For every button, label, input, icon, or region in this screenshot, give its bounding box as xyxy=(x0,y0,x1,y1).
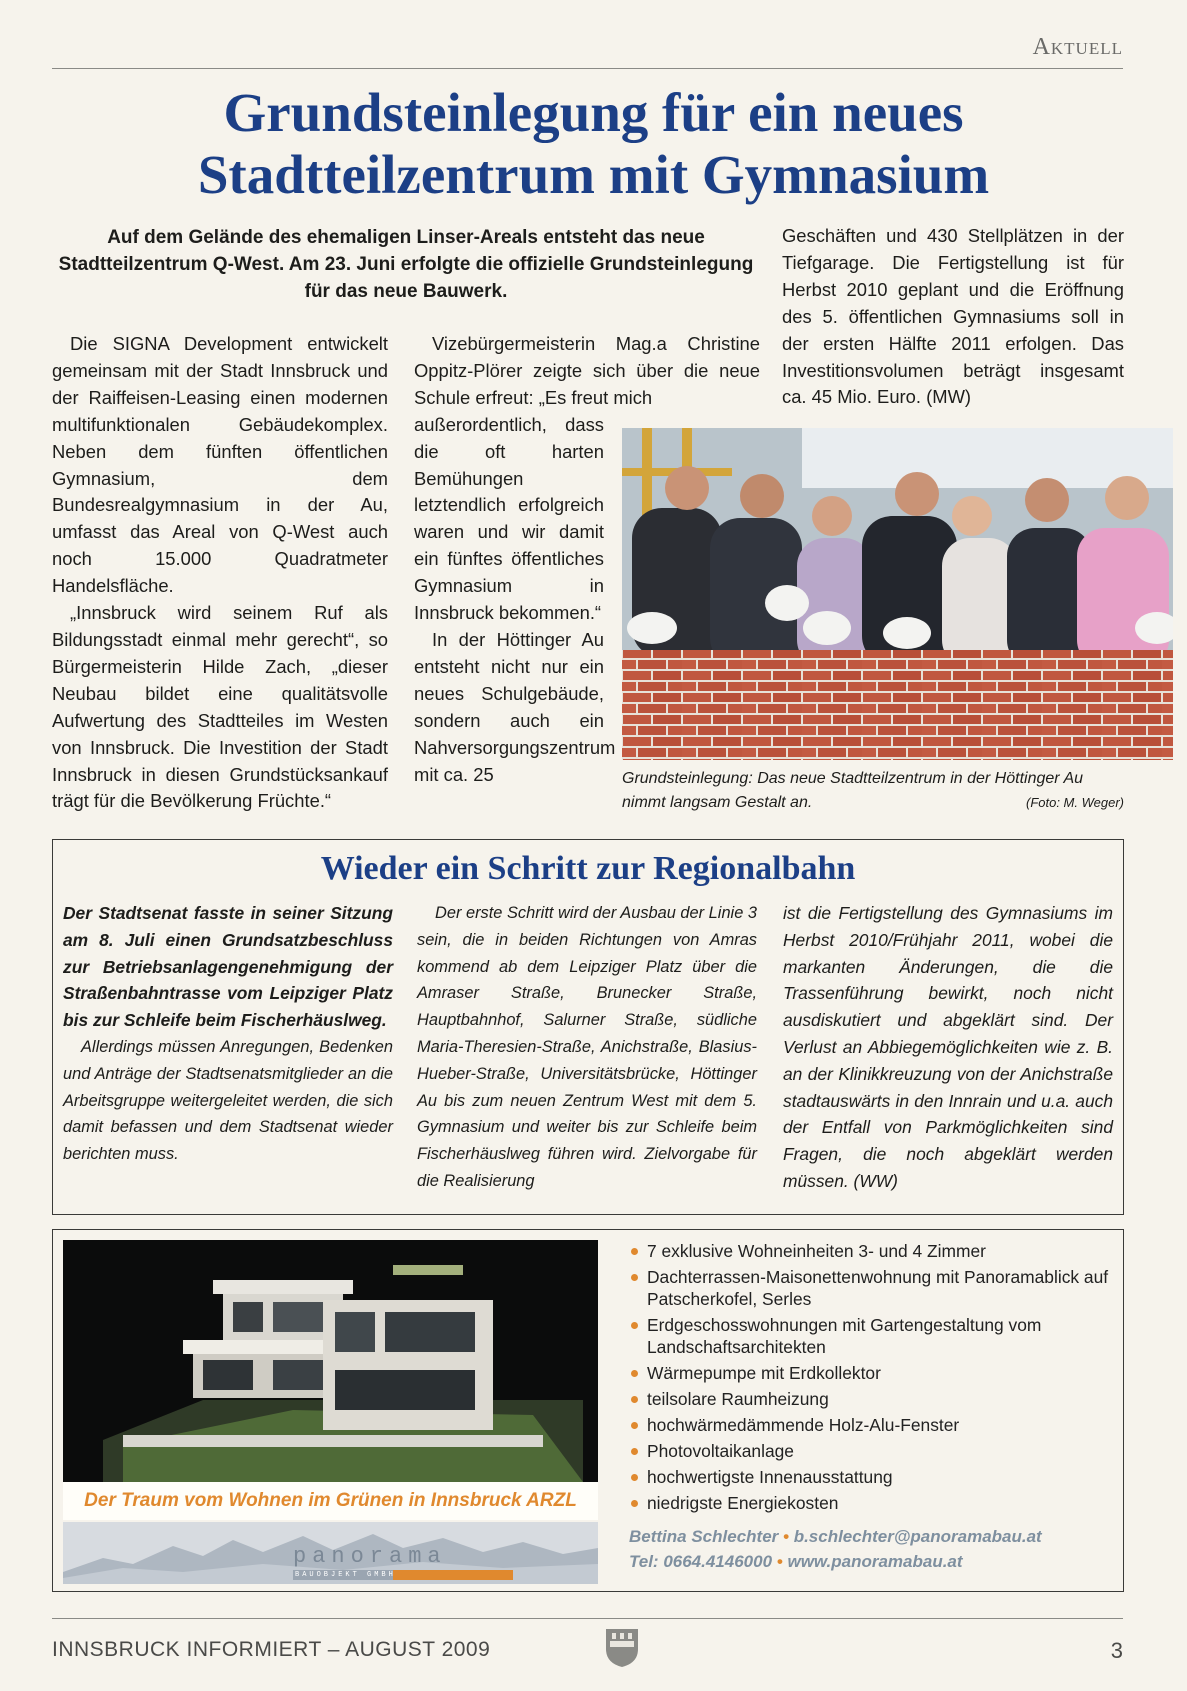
list-item xyxy=(629,1414,1109,1436)
headline-line-2: Stadtteilzentrum mit Gymnasium xyxy=(197,144,990,205)
section-label: Aktuell xyxy=(1032,34,1123,60)
photo-caption xyxy=(622,767,1124,815)
list-item xyxy=(629,1314,1109,1358)
feature-text: niedrigste Energiekosten xyxy=(647,1493,839,1513)
box-paragraph: ist die Fertigstellung des Gymnasiums im Herbst 2010/Frühjahr 2011, wobei die markanten Änderungen, die die Trassenführung bewirkt, noch nicht ausdiskutiert und abgeklärt sind. Der Verlust an Abbiegemöglichkeiten wie z. B. an der Klinikkreuzung von der Anichstraße stadtauswärts in den Innrain und u.a. auch der Entfall von Parkmöglichkeiten sind Fragen, die noch abgeklärt werden müssen. (WW) xyxy=(783,903,1113,1191)
bullet-icon xyxy=(631,1322,638,1329)
list-item xyxy=(629,1492,1109,1514)
article-paragraph: Geschäften und 430 Stellplätzen in der Tiefgarage. Die Fertigstellung ist für Herbst 2010 geplant und die Eröffnung des 5. öffentlichen Gymnasiums soll in der ersten Hälfte 2011 erfolgen. Das Investitionsvolumen beträgt insgesamt ca. 45 Mio. Euro. (MW) xyxy=(782,225,1124,408)
article-column-3 xyxy=(782,223,1124,411)
bullet-icon xyxy=(631,1474,638,1481)
photo-caption-text: Grundsteinlegung: Das neue Stadtteilzentrum in der Höttinger Au nimmt langsam Gestalt an. xyxy=(622,770,1084,811)
box-column-2 xyxy=(417,900,757,1195)
article-column-2 xyxy=(414,331,760,788)
building-model-illustration xyxy=(63,1240,598,1482)
box-title: Wieder ein Schritt zur Regionalbahn xyxy=(320,850,856,887)
feature-text: 7 exklusive Wohneinheiten 3- und 4 Zimmer xyxy=(647,1241,986,1261)
regionalbahn-box xyxy=(52,839,1124,1215)
separator-dot: • xyxy=(776,1552,783,1571)
contact-website-link[interactable]: www.panoramabau.at xyxy=(787,1552,963,1571)
contact-email-link[interactable]: b.schlechter@panoramabau.at xyxy=(793,1527,1042,1546)
article-column-1 xyxy=(52,331,388,815)
article-paragraph: In der Höttinger Au entsteht nicht nur ein neues Schulgebäude, sondern auch ein Nahversorgungszentrum mit ca. 25 xyxy=(414,628,616,785)
contact-name: Bettina Schlechter xyxy=(629,1527,779,1546)
article-paragraph: Die SIGNA Development entwickelt gemeinsam mit der Stadt Innsbruck und der Raiffeisen-Leasing einen modernen multifunktionalen Gebäudekomplex. Neben dem fünften öffentlichen Gymnasium, dem Bundesrealgymnasium in der Au, umfasst das Areal von Q-West auch noch 15.000 Quadratmeter Handelsfläche. xyxy=(52,333,388,597)
box-column-1 xyxy=(63,900,393,1168)
logo-wordmark: panorama xyxy=(293,1544,447,1569)
feature-text: teilsolare Raumheizung xyxy=(647,1389,829,1409)
contact-phone: Tel: 0664.4146000 xyxy=(629,1552,773,1571)
logo-subline: BAUOBJEKT GMBH xyxy=(295,1571,396,1579)
ad-contact xyxy=(629,1524,1042,1574)
ceremony-photo-illustration xyxy=(622,428,1173,760)
box-paragraph: Der erste Schritt wird der Ausbau der Linie 3 sein, die in beiden Richtungen von Amras kommend ab dem Leipziger Platz über die Amraser Straße, Brunecker Straße, Hauptbahnhof, Salurner Straße, südliche Maria-Theresien-Straße, Anichstraße, Blasius-Hueber-Straße, Universitätsbrücke, Höttinger Au bis zum neuen Zentrum West mit dem 5. Gymnasium und weiter bis zur Schleife beim Fischerhäuslweg führen wird. Zielvorgabe für die Realisierung xyxy=(417,904,757,1190)
bottom-rule xyxy=(52,1618,1123,1619)
top-rule xyxy=(52,68,1123,69)
bullet-icon xyxy=(631,1500,638,1507)
contact-line-2 xyxy=(629,1549,1042,1574)
headline-line-1: Grundsteinlegung für ein neues xyxy=(223,82,964,143)
feature-text: Erdgeschosswohnungen mit Gartengestaltung vom Landschaftsarchitekten xyxy=(647,1315,1042,1357)
separator-dot: • xyxy=(783,1527,789,1546)
feature-text: Photovoltaikanlage xyxy=(647,1441,794,1461)
article-photo xyxy=(622,428,1173,760)
bullet-icon xyxy=(631,1248,638,1255)
article-lead: Auf dem Gelände des ehemaligen Linser-Areals entsteht das neue Stadtteilzentrum Q-West. Am 23. Juni erfolgte die offizielle Grundsteinlegung für das neue Bauwerk. xyxy=(58,227,754,302)
box-paragraph: Allerdings müssen Anregungen, Bedenken und Anträge der Stadtsenatsmitglieder an die Arbeitsgruppe weitergeleitet werden, die sich damit befassen und dem Stadtsenat wieder berichten muss. xyxy=(63,1037,393,1164)
real-estate-ad xyxy=(52,1229,1124,1592)
list-item xyxy=(629,1388,1109,1410)
list-item xyxy=(629,1240,1109,1262)
feature-text: hochwertigste Innenausstattung xyxy=(647,1467,893,1487)
bullet-icon xyxy=(631,1274,638,1281)
bullet-icon xyxy=(631,1370,638,1377)
ad-tagline: Der Traum vom Wohnen im Grünen in Innsbruck ARZL xyxy=(63,1482,598,1520)
bullet-icon xyxy=(631,1396,638,1403)
article-paragraph: „Innsbruck wird seinem Ruf als Bildungsstadt einmal mehr gerecht“, so Bürgermeisterin Hilde Zach, „dieser Neubau bildet eine qualitätsvolle Aufwertung des Stadtteiles im Westen von Innsbruck. Die Investition der Stadt Innsbruck in diesen Grundstücksankauf trägt für die Bevölkerung Früchte.“ xyxy=(52,602,388,812)
article-paragraph: Vizebürgermeisterin Mag.a Christine Oppitz-Plörer zeigte sich über die neue Schule erfreut: „Es freut mich xyxy=(414,333,760,408)
list-item xyxy=(629,1466,1109,1488)
article-paragraph: außerordentlich, dass die oft harten Bemühungen letztendlich erfolgreich waren und wir damit ein fünftes öffentliches Gymnasium in Innsbruck bekommen.“ xyxy=(414,413,604,624)
contact-line-1 xyxy=(629,1524,1042,1549)
headline xyxy=(52,82,1135,206)
feature-text: hochwärmedämmende Holz-Alu-Fenster xyxy=(647,1415,960,1435)
feature-text: Dachterrassen-Maisonettenwohnung mit Panoramablick auf Patscherkofel, Serles xyxy=(647,1267,1109,1309)
list-item xyxy=(629,1266,1109,1310)
box-column-3 xyxy=(783,900,1113,1195)
panorama-logo xyxy=(63,1522,598,1584)
list-item xyxy=(629,1440,1109,1462)
page-number: 3 xyxy=(1110,1638,1123,1663)
box-lead: Der Stadtsenat fasste in seiner Sitzung am 8. Juli einen Grundsatzbeschluss zur Betriebsanlagengenehmigung der Straßenbahntrasse vom Leipziger Platz bis zur Schleife beim Fischerhäuslweg. xyxy=(63,903,393,1031)
photo-credit: (Foto: M. Weger) xyxy=(1025,795,1124,810)
feature-text: Wärmepumpe mit Erdkollektor xyxy=(647,1363,881,1383)
list-item xyxy=(629,1362,1109,1384)
ad-building-render xyxy=(63,1240,598,1482)
bullet-icon xyxy=(631,1422,638,1429)
bullet-icon xyxy=(631,1448,638,1455)
city-crest-icon xyxy=(604,1625,640,1669)
footer-publication: INNSBRUCK INFORMIERT – AUGUST 2009 xyxy=(52,1638,491,1661)
ad-feature-list xyxy=(629,1240,1109,1518)
